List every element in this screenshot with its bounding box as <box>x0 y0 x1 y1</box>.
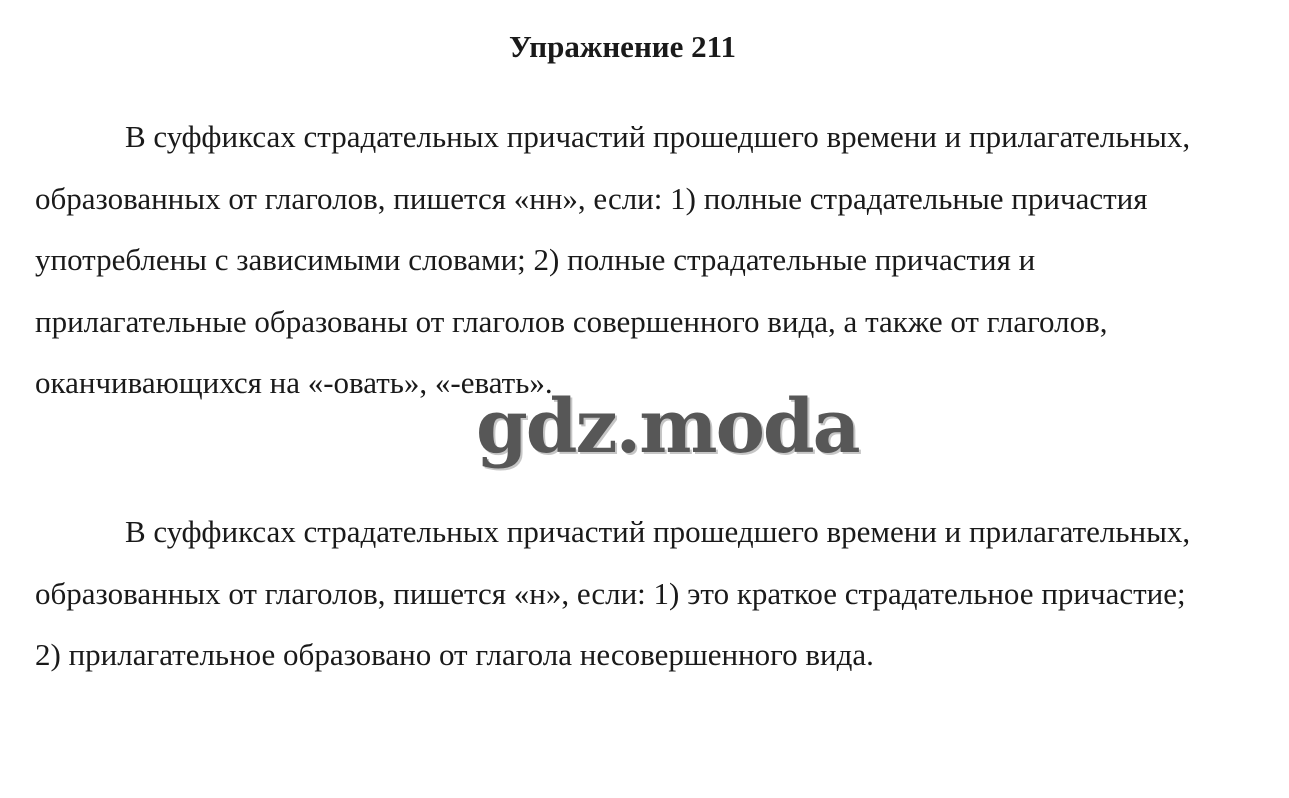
rule-paragraph-single-n: В суффиксах страдательных причастий прошедшего времени и прилагательных, образованных от глаголов, пишется «н», если: 1) это краткое страдательное причастие; 2) прилагательное образовано от глагола несовершенного вида. <box>35 514 1191 672</box>
site-watermark: gdz.moda <box>476 384 859 470</box>
rule-paragraph-double-n: В суффиксах страдательных причастий прошедшего времени и прилагательных, образованных от глаголов, пишется «нн», если: 1) полные страдательные причастия употреблены с зависимыми словами; 2) полные страдательные причастия и прилагательные образованы от глаголов совершенного вида, а также от глаголов, оканчивающихся на «-овать», «-евать». <box>35 119 1191 400</box>
exercise-title: Упражнение 211 <box>509 29 736 64</box>
